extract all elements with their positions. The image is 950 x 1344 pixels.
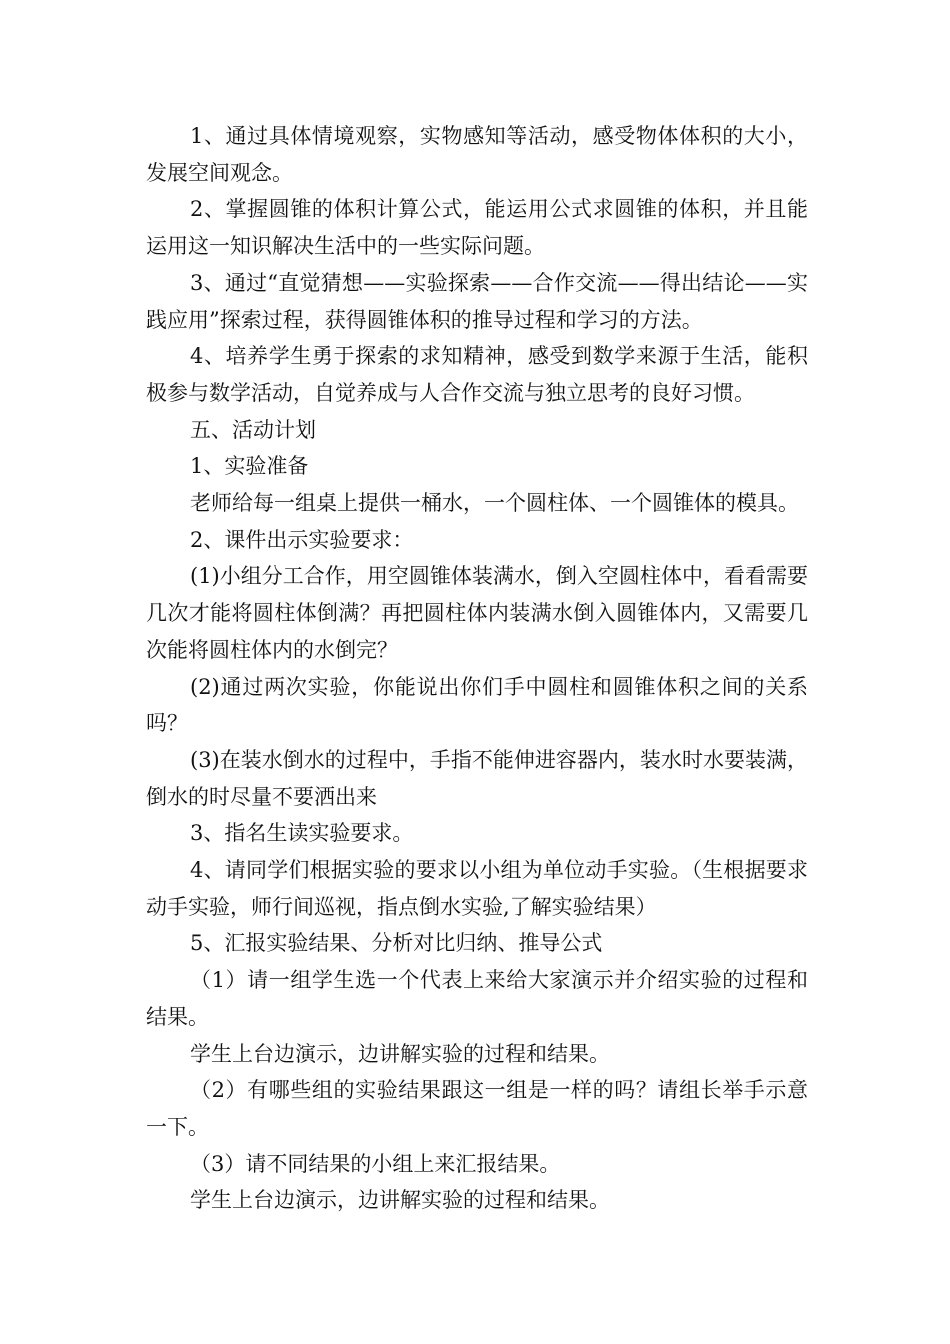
step-paragraph-4: 4、请同学们根据实验的要求以小组为单位动手实验。（生根据要求动手实验，师行间巡视，指点倒水实验,了解实验结果） xyxy=(146,858,808,919)
goal-paragraph-3: 3、通过“直觉猜想——实验探索——合作交流——得出结论——实践应用”探索过程，获得圆锥体积的推导过程和学习的方法。 xyxy=(146,270,808,332)
report-item-3: （3）请不同结果的小组上来汇报结果。 xyxy=(190,1151,561,1176)
section-heading-activity-plan: 五、活动计划 xyxy=(190,417,316,442)
goal-paragraph-2: 2、掌握圆锥的体积计算公式，能运用公式求圆锥的体积，并且能运用这一知识解决生活中的一些实际问题。 xyxy=(146,197,808,259)
requirement-item-3: (3)在装水倒水的过程中，手指不能伸进容器内，装水时水要装满，倒水的时尽量不要洒出来 xyxy=(146,747,808,809)
requirement-item-2: (2)通过两次实验，你能说出你们手中圆柱和圆锥体积之间的关系吗？ xyxy=(146,674,808,736)
goal-paragraph-4: 4、培养学生勇于探索的求知精神，感受到数学来源于生活，能积极参与数学活动，自觉养成与人合作交流与独立思考的良好习惯。 xyxy=(146,344,808,405)
subheading-experiment-requirements: 2、课件出示实验要求： xyxy=(190,527,414,552)
document-body xyxy=(146,118,808,1219)
student-demo-paragraph-2: 学生上台边演示，边讲解实验的过程和结果。 xyxy=(190,1188,610,1213)
student-demo-paragraph-1: 学生上台边演示，边讲解实验的过程和结果。 xyxy=(190,1041,610,1066)
preparation-paragraph: 老师给每一组桌上提供一桶水，一个圆柱体、一个圆锥体的模具。 xyxy=(190,491,799,516)
goal-paragraph-1: 1、通过具体情境观察，实物感知等活动，感受物体体积的大小，发展空间观念。 xyxy=(146,124,808,185)
step-paragraph-3: 3、指名生读实验要求。 xyxy=(190,821,414,846)
subheading-experiment-preparation: 1、实验准备 xyxy=(190,454,309,479)
requirement-item-1: (1)小组分工合作，用空圆锥体装满水，倒入空圆柱体中，看看需要几次才能将圆柱体倒满？再把圆柱体内装满水倒入圆锥体内，又需要几次能将圆柱体内的水倒完？ xyxy=(146,564,808,662)
report-item-2: （2）有哪些组的实验结果跟这一组是一样的吗？请组长举手示意一下。 xyxy=(146,1078,808,1139)
step-paragraph-5: 5、汇报实验结果、分析对比归纳、推导公式 xyxy=(190,931,603,956)
report-item-1: （1）请一组学生选一个代表上来给大家演示并介绍实验的过程和结果。 xyxy=(146,968,808,1029)
